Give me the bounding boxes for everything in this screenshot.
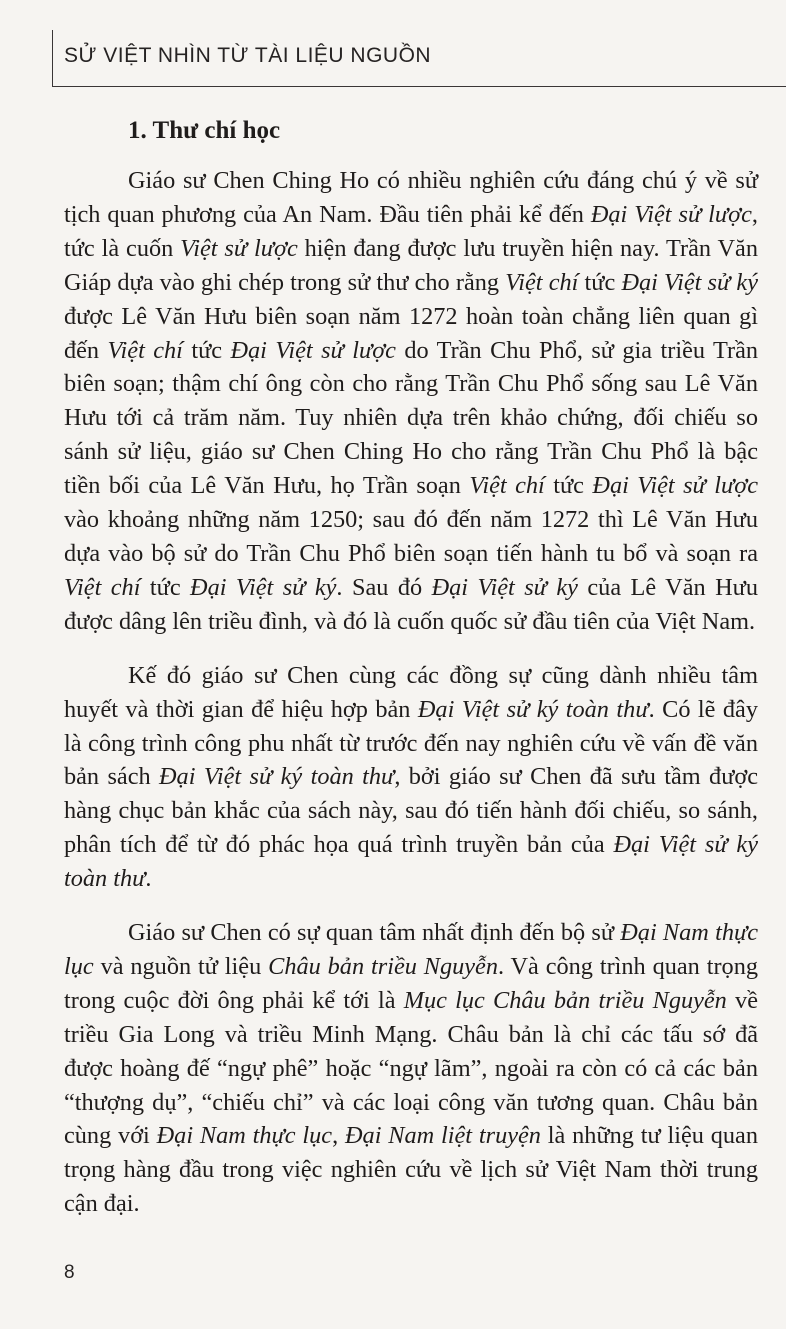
text-run: do Trần Chu Phổ, sử gia triều Trần biên soạn; thậm chí ông còn cho rằng Trần Chu Phổ sống sau Lê Văn Hưu tới cả trăm năm. Tuy nhiên dựa trên khảo chứng, đối chiếu so sánh sử liệu, giáo sư Chen Ching Ho cho rằng Trần Chu Phổ là bậc tiền bối của Lê Văn Hưu, họ Trần soạn [64, 336, 758, 500]
text-run: tức [544, 472, 593, 500]
italic-title: Việt sử lược [180, 234, 298, 262]
text-run: . Sau đó [336, 573, 432, 601]
paragraph [64, 164, 758, 639]
text-run: được Lê Văn Hưu biên soạn năm 1272 hoàn toàn chẳng liên quan gì đến [64, 302, 758, 364]
paragraph [64, 659, 758, 896]
italic-title: Việt chí [505, 268, 579, 296]
text-run: , [332, 1122, 345, 1150]
italic-title: Đại Việt sử ký toàn thư [417, 695, 649, 723]
text-run: tức [182, 336, 231, 364]
page-number: 8 [64, 1262, 75, 1283]
section-heading: 1. Thư chí học [128, 117, 281, 144]
text-run: Kế đó giáo sư Chen cùng các đồng sự cũng dành nhiều tâm huyết và thời gian để hiệu hợp bản [64, 661, 758, 723]
italic-title: Châu bản triều Nguyễn [268, 952, 498, 980]
italic-title: Đại Việt sử lược [590, 200, 752, 228]
italic-title: Đại Việt sử ký toàn thư [64, 831, 758, 893]
italic-title: Việt chí [64, 573, 141, 601]
page-body [64, 112, 758, 1241]
italic-title: Việt chí [107, 336, 183, 364]
paragraph [64, 916, 758, 1221]
text-run: . Có lẽ đây là công trình công phu nhất từ trước đến nay nghiên cứu về vấn đề văn bản sách [64, 695, 758, 791]
text-run: của Lê Văn Hưu được dâng lên triều đình, và đó là cuốn quốc sử đầu tiên của Việt Nam. [64, 573, 758, 635]
text-run: Giáo sư Chen Ching Ho có nhiều nghiên cứu đáng chú ý về sử tịch quan phương của An Nam. Đầu tiên phải kể đến [64, 167, 758, 228]
header-rule [52, 86, 786, 87]
text-run: . [145, 865, 152, 893]
text-run: Giáo sư Chen có sự quan tâm nhất định đến bộ sử [128, 919, 621, 947]
italic-title: Đại Nam liệt truyện [345, 1122, 541, 1150]
text-run: về triều Gia Long và triều Minh Mạng. Châu bản là chỉ các tấu sớ đã được hoàng đế “ngự phê” hoặc “ngự lãm”, ngoài ra còn có cả các bản “thượng dụ”, “chiếu chỉ” và các loại công văn tương quan. Châu bản cùng với [64, 986, 758, 1150]
header-vertical-rule [52, 30, 53, 87]
italic-title: Việt chí [469, 472, 545, 500]
italic-title: Đại Việt sử ký [431, 573, 578, 601]
italic-title: Đại Nam thực lục [156, 1122, 333, 1150]
italic-title: Đại Việt sử lược [592, 472, 759, 500]
italic-title: Đại Việt sử ký [190, 573, 337, 601]
italic-title: Đại Nam thực lục [64, 919, 759, 980]
italic-title: Đại Việt sử ký toàn thư [159, 763, 395, 791]
text-run: và nguồn tử liệu [93, 952, 269, 980]
italic-title: Đại Việt sử lược [230, 336, 396, 364]
text-run: là những tư liệu quan trọng hàng đầu trong việc nghiên cứu về lịch sử Việt Nam thời trung cận đại. [64, 1122, 758, 1218]
text-run: vào khoảng những năm 1250; sau đó đến năm 1272 thì Lê Văn Hưu dựa vào bộ sử do Trần Chu Phổ biên soạn tiến hành tu bổ và soạn ra [64, 506, 758, 567]
italic-title: Mục lục Châu bản triều Nguyễn [403, 986, 727, 1014]
text-run: hiện đang được lưu truyền hiện nay. Trần Văn Giáp dựa vào ghi chép trong sử thư cho rằng [64, 234, 758, 296]
running-header: SỬ VIỆT NHÌN TỪ TÀI LIỆU NGUỒN [64, 44, 432, 67]
italic-title: Đại Việt sử ký [621, 268, 758, 296]
text-run: , tức là cuốn [64, 200, 758, 262]
text-run: , bởi giáo sư Chen đã sưu tầm được hàng chục bản khắc của sách này, sau đó tiến hành đối chiếu, so sánh, phân tích để từ đó phác họa quá trình truyền bản của [64, 763, 759, 859]
text-run: . Và công trình quan trọng trong cuộc đời ông phải kể tới là [64, 952, 758, 1014]
text-run: tức [578, 268, 622, 296]
text-run: tức [140, 573, 191, 601]
